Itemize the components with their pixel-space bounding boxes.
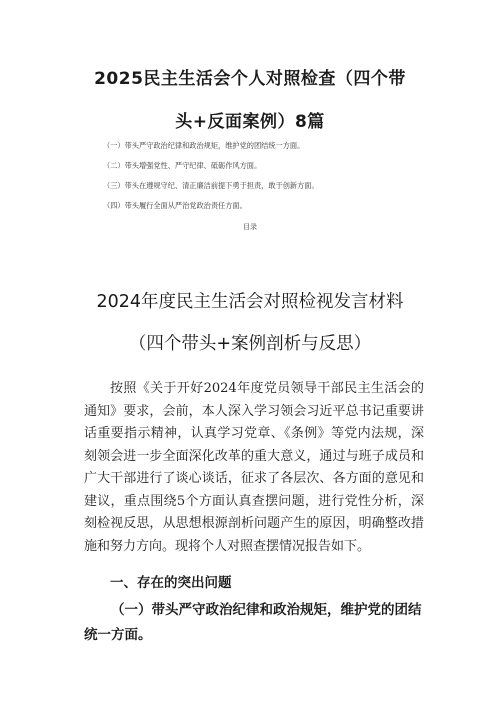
section-heading: 一、存在的突出问题 bbox=[110, 575, 232, 591]
section-title-line-1: 2024年度民主生活会对照检视发言材料 bbox=[96, 292, 404, 312]
body-paragraph: 按照《关于开好2024年度党员领导干部民主生活会的通知》要求，会前，本人深入学习领会习近平总书记重要讲话重要指示精神，认真学习党章、《条例》等党内法规，深刻领会进一步全面深化改革的重大意义，通过与班子成员和广大干部进行了谈心谈话，征求了各层次、各方面的意见和建议，重点围绕5个方面认真查摆问题，进行党性分析，深刻检视反思，从思想根源剖析问题产生的原因，明确整改措施和努力方向。现将个人对照查摆情况报告如下。 bbox=[84, 381, 424, 554]
section-title-line-2: （四个带头+案例剖析与反思） bbox=[128, 334, 372, 354]
document-title-line-2: 头+反面案例）8篇 bbox=[175, 112, 325, 132]
toc-item: （三）带头在遵规守纪、清正廉洁前提下勇于担责，敢于创新方面。 bbox=[103, 181, 319, 190]
toc-item: （二）带头增强党性、严守纪律、砥砺作风方面。 bbox=[103, 161, 262, 170]
document-title-line-1: 2025民主生活会个人对照检查（四个带 bbox=[94, 69, 406, 89]
toc-item: （一）带头严守政治纪律和政治规矩，维护党的团结统一方面。 bbox=[103, 141, 305, 150]
toc-item: （四）带头履行全面从严治党政治责任方面。 bbox=[103, 201, 247, 210]
subsection-heading: （一）带头严守政治纪律和政治规矩，维护党的团结统一方面。 bbox=[84, 602, 422, 643]
toc-label: 目录 bbox=[243, 223, 257, 231]
